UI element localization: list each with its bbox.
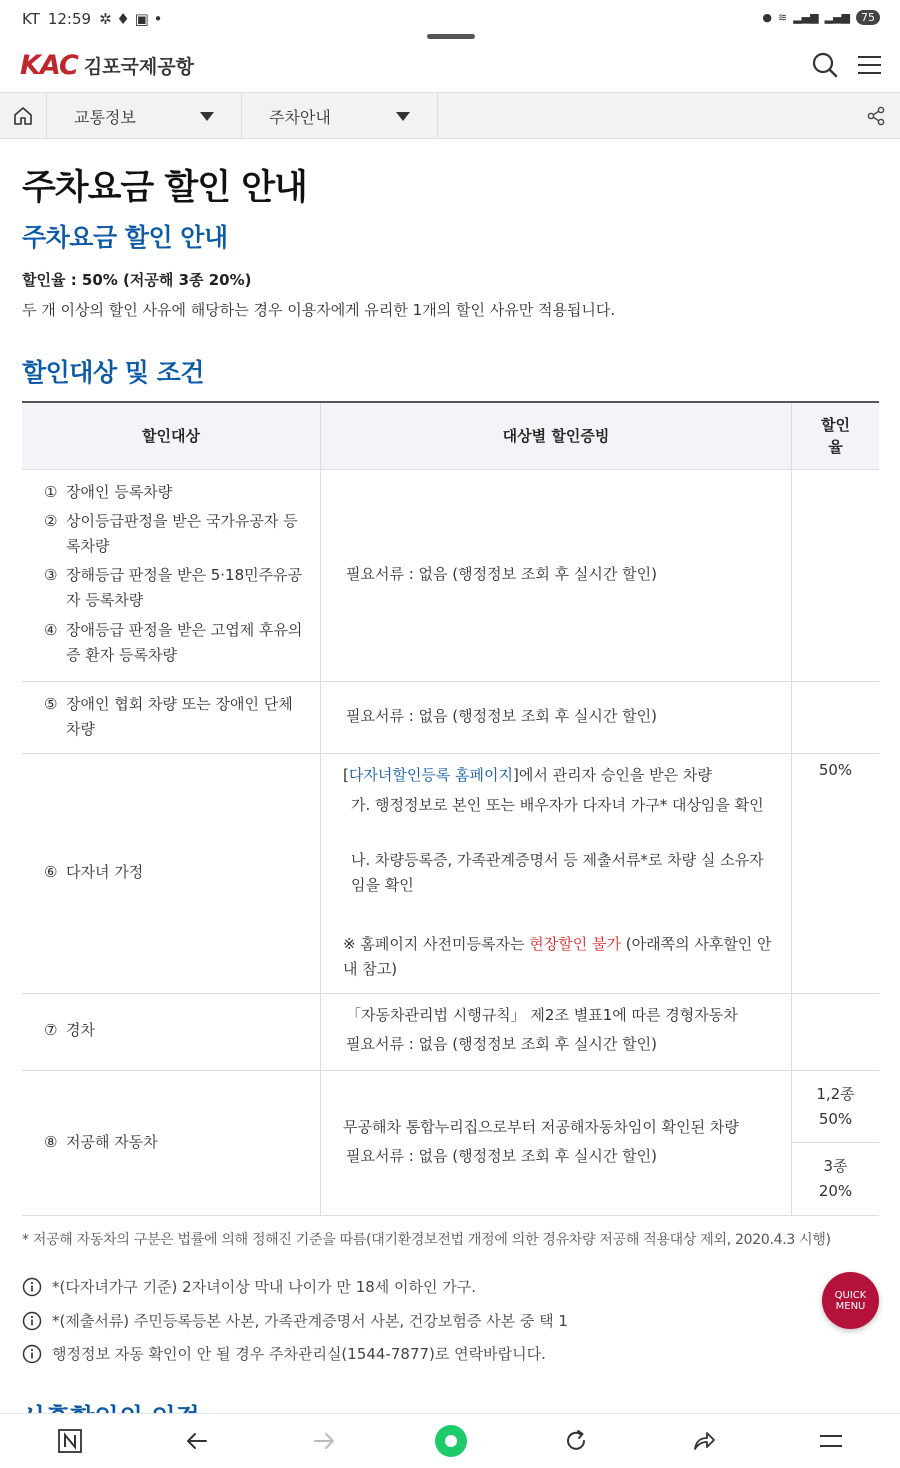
- proof-condition-b: 나. 차량등록증, 가족관계증명서 등 제출서류*로 차량 실 소유자임을 확인: [351, 851, 764, 894]
- forward-arrow-icon[interactable]: [311, 1428, 337, 1454]
- proof-text: 필요서류 : 없음 (행정정보 조회 후 실시간 할인): [346, 1147, 657, 1165]
- quick-menu-label: QUICK MENU: [834, 1289, 867, 1312]
- table-row: [22, 994, 879, 1071]
- breadcrumb-dropdown-parking[interactable]: [242, 93, 438, 139]
- section-subtitle: 주차요금 할인 안내: [22, 223, 228, 252]
- refresh-icon[interactable]: [563, 1428, 589, 1454]
- table-cell-target: [22, 682, 321, 753]
- proof-law-text: 무공해차 통합누리집으로부터 저공해자동차임이 확인된 차량: [343, 1118, 739, 1136]
- list-item: [44, 1018, 304, 1043]
- list-item: [44, 860, 304, 885]
- home-icon: [12, 105, 34, 127]
- rate-cell-main: [792, 470, 879, 1071]
- table-cell-target: [22, 994, 321, 1070]
- table-cell-proof: [321, 994, 792, 1070]
- notification-icons: ✲ ♦ ▣ •: [99, 10, 163, 28]
- item-text: 상이등급판정을 받은 국가유공자 등록차량: [66, 512, 298, 555]
- info-item: [22, 1343, 546, 1364]
- carrier-label: KT: [22, 10, 40, 28]
- page-title: 주차요금 할인 안내: [22, 168, 307, 208]
- table-header-row: [22, 403, 879, 470]
- signal-icon: ▂▄▆: [793, 11, 819, 24]
- table-header-rate: 할인 율: [821, 416, 850, 456]
- table-row: [22, 754, 879, 994]
- item-number: ①: [44, 483, 58, 501]
- logo[interactable]: [20, 50, 194, 81]
- table-cell-target: [22, 470, 321, 681]
- back-arrow-icon[interactable]: [184, 1428, 210, 1454]
- list-item: [44, 692, 304, 742]
- list-item: [44, 618, 304, 668]
- info-item: [22, 1310, 568, 1331]
- signal2-icon: ▂▄▆: [824, 11, 850, 24]
- proof-text: 필요서류 : 없음 (행정정보 조회 후 실시간 할인): [346, 565, 657, 583]
- table-cell-proof: [321, 682, 792, 753]
- info-icon: [22, 1277, 42, 1297]
- table-header-cell: [792, 403, 879, 469]
- table-row: [22, 1071, 879, 1216]
- breadcrumb: [0, 92, 900, 139]
- multichild-homepage-link[interactable]: 다자녀할인등록 홈페이지: [348, 766, 514, 784]
- proof-note-warning: 현장할인 불가: [529, 935, 621, 953]
- discount-note-text: 두 개 이상의 할인 사유에 해당하는 경우 이용자에게 유리한 1개의 할인 사유만 적용됩니다.: [22, 301, 616, 319]
- table-cell-proof: [321, 754, 792, 993]
- item-number: ④: [44, 621, 58, 639]
- rate-cell-low-1-2: [792, 1071, 879, 1143]
- battery-indicator: 75: [856, 10, 880, 25]
- chevron-down-icon: [200, 112, 214, 121]
- browser-bottom-bar: [0, 1413, 900, 1468]
- item-text: 장애인 협회 차량 또는 장애인 단체 차량: [66, 695, 293, 738]
- info-text: *(다자녀가구 기준) 2자녀이상 막내 나이가 만 18세 이하인 가구.: [52, 1278, 477, 1296]
- info-item: [22, 1276, 476, 1297]
- item-number: ⑧: [44, 1133, 58, 1151]
- naver-n-icon[interactable]: [57, 1428, 83, 1454]
- item-number: ⑦: [44, 1021, 58, 1039]
- item-number: ⑤: [44, 695, 58, 713]
- proof-condition-a: 가. 행정정보로 본인 또는 배우자가 다자녀 가구* 대상임을 확인: [351, 796, 764, 814]
- wifi-icon: ≋: [778, 11, 788, 24]
- discount-table: [22, 401, 879, 1214]
- chevron-down-icon: [396, 112, 410, 121]
- breadcrumb-dropdown-traffic[interactable]: [47, 93, 242, 139]
- drag-handle[interactable]: [427, 34, 475, 39]
- table-cell-proof: [321, 1071, 792, 1215]
- discount-rate-text: 할인율 : 50% (저공해 3종 20%): [22, 271, 252, 289]
- item-number: ③: [44, 566, 58, 584]
- item-text: 다자녀 가정: [66, 863, 144, 881]
- more-menu-icon[interactable]: [818, 1428, 844, 1454]
- item-text: 장애등급 판정을 받은 고엽제 후유의증 환자 등록차량: [66, 621, 303, 664]
- list-item: [44, 509, 304, 559]
- list-item: [44, 1130, 304, 1155]
- table-row: [22, 682, 879, 754]
- rate-value: 50%: [818, 761, 853, 779]
- list-item: [44, 563, 304, 613]
- info-icon: [22, 1344, 42, 1364]
- item-text: 장애인 등록차량: [66, 483, 173, 501]
- proof-text: 필요서류 : 없음 (행정정보 조회 후 실시간 할인): [346, 1035, 657, 1053]
- item-number: ②: [44, 512, 58, 530]
- proof-law-text: 「자동차관리법 시행규칙」 제2조 별표1에 따른 경형자동차: [346, 1006, 738, 1024]
- footnote: * 저공해 자동차의 구분은 법률에 의해 정해진 기준을 따름(대기환경보전법 개정에 의한 경유차량 저공해 적용대상 제외, 2020.4.3 시행): [22, 1232, 831, 1248]
- logo-mark: KAC: [20, 50, 78, 81]
- table-header-cell: 할인대상: [22, 403, 321, 469]
- table-header-cell: 대상별 할인증빙: [321, 403, 792, 469]
- home-button[interactable]: [0, 93, 47, 139]
- section-title: 할인대상 및 조건: [22, 358, 204, 387]
- table-row: [22, 470, 879, 682]
- info-icon: [22, 1311, 42, 1331]
- logo-name: 김포국제공항: [83, 56, 194, 78]
- share-arrow-icon[interactable]: [691, 1428, 717, 1454]
- item-text: 경차: [66, 1021, 95, 1039]
- search-icon[interactable]: [810, 50, 840, 80]
- location-icon: ●: [762, 11, 772, 24]
- breadcrumb-label: 교통정보: [74, 107, 136, 127]
- item-number: ⑥: [44, 863, 58, 881]
- proof-note: [343, 932, 773, 982]
- table-cell-proof: [321, 470, 792, 681]
- breadcrumb-label: 주차안내: [269, 107, 331, 127]
- hamburger-menu-icon[interactable]: [855, 50, 885, 80]
- app-header: [0, 40, 900, 92]
- clock: 12:59: [47, 10, 92, 28]
- item-text: 장해등급 판정을 받은 5·18민주유공자 등록차량: [66, 566, 303, 609]
- proof-text-tail: ]에서 관리자 승인을 받은 차량: [513, 766, 712, 784]
- list-item: [44, 480, 304, 505]
- info-text: 행정정보 자동 확인이 안 될 경우 주차관리실(1544-7877)로 연락바랍니다.: [52, 1345, 546, 1363]
- proof-text: 필요서류 : 없음 (행정정보 조회 후 실시간 할인): [346, 707, 657, 725]
- item-text: 저공해 자동차: [66, 1133, 158, 1151]
- green-home-icon[interactable]: [434, 1424, 468, 1458]
- rate-cell-low-3: [792, 1143, 879, 1216]
- proof-note-post: (아래쪽의 사후할인 안내 참고): [343, 935, 772, 978]
- proof-text: [다자녀할인등록 홈페이지]에서 관리자 승인을 받은 차량: [343, 766, 712, 784]
- proof-note-pre: ※ 홈페이지 사전미등록자는: [343, 935, 530, 953]
- quick-menu-button[interactable]: [822, 1272, 879, 1329]
- rate-value: 3종 20%: [818, 1157, 853, 1200]
- info-text: *(제출서류) 주민등록등본 사본, 가족관계증명서 사본, 건강보험증 사본 중 택 1: [52, 1312, 568, 1330]
- table-cell-target: [22, 754, 321, 993]
- status-bar: [0, 0, 900, 38]
- share-icon[interactable]: [866, 106, 886, 126]
- rate-value: 1,2종 50%: [816, 1084, 855, 1128]
- table-cell-target: [22, 1071, 321, 1215]
